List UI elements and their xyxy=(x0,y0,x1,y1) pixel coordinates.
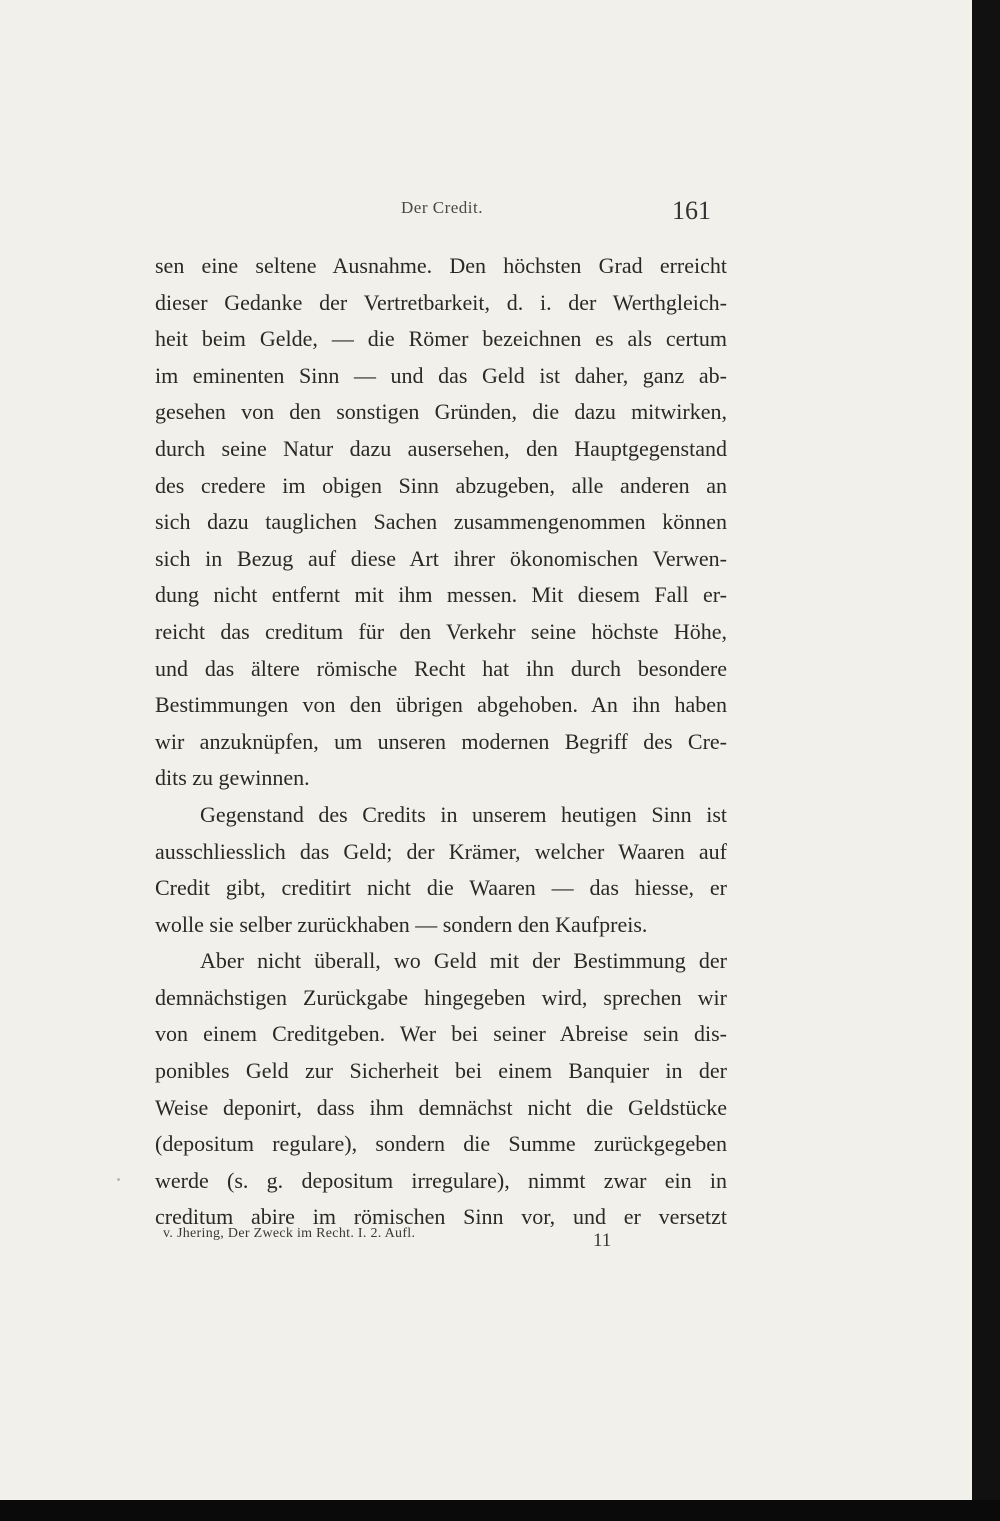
text-line: sich in Bezug auf diese Art ihrer ökonomischen Verwen- xyxy=(155,545,727,571)
text-line: sich dazu tauglichen Sachen zusammengenommen können xyxy=(155,509,727,535)
footer-citation: v. Jhering, Der Zweck im Recht. I. 2. Aufl. xyxy=(163,1226,416,1241)
running-head: Der Credit. xyxy=(401,198,483,217)
scan-border-right xyxy=(972,0,1000,1521)
text-line: von einem Creditgeben. Wer bei seiner Abreise sein dis- xyxy=(155,1021,727,1047)
text-line: heit beim Gelde, — die Römer bezeichnen es als certum xyxy=(155,326,727,352)
text-line: creditum abire im römischen Sinn vor, und er versetzt xyxy=(155,1204,727,1230)
text-line: Aber nicht überall, wo Geld mit der Bestimmung der xyxy=(200,948,727,974)
text-line: Gegenstand des Credits in unserem heutigen Sinn ist xyxy=(200,801,727,827)
text-line: dung nicht entfernt mit ihm messen. Mit diesem Fall er- xyxy=(155,582,727,608)
scan-border-bottom xyxy=(0,1500,1000,1521)
text-line: dits zu gewinnen. xyxy=(155,765,310,791)
printer-signature: 11 xyxy=(593,1230,612,1251)
text-line: wir anzuknüpfen, um unseren modernen Begriff des Cre- xyxy=(155,728,727,754)
text-line: gesehen von den sonstigen Gründen, die dazu mitwirken, xyxy=(155,399,727,425)
text-line: reicht das creditum für den Verkehr seine höchste Höhe, xyxy=(155,618,727,644)
text-line: sen eine seltene Ausnahme. Den höchsten Grad erreicht xyxy=(155,253,727,278)
text-line: Weise deponirt, dass ihm demnächst nicht die Geldstücke xyxy=(155,1094,727,1120)
body-text xyxy=(155,248,727,1236)
text-line: im eminenten Sinn — und das Geld ist daher, ganz ab- xyxy=(155,362,727,388)
paper-speck xyxy=(117,1178,120,1181)
text-line: (depositum regulare), sondern die Summe zurückgegeben xyxy=(155,1131,727,1157)
text-line: wolle sie selber zurückhaben — sondern den Kaufpreis. xyxy=(155,911,648,937)
text-line: demnächstigen Zurückgabe hingegeben wird, sprechen wir xyxy=(155,984,727,1010)
text-line: werde (s. g. depositum irregulare), nimmt zwar ein in xyxy=(155,1167,727,1193)
text-line: ponibles Geld zur Sicherheit bei einem Banquier in der xyxy=(155,1058,727,1084)
text-line: und das ältere römische Recht hat ihn durch besondere xyxy=(155,655,727,681)
text-line: durch seine Natur dazu ausersehen, den Hauptgegenstand xyxy=(155,435,727,461)
text-line: Bestimmungen von den übrigen abgehoben. An ihn haben xyxy=(155,692,727,718)
text-line: ausschliesslich das Geld; der Krämer, welcher Waaren auf xyxy=(155,838,727,864)
text-line: des credere im obigen Sinn abzugeben, alle anderen an xyxy=(155,472,727,498)
text-line: Credit gibt, creditirt nicht die Waaren — das hiesse, er xyxy=(155,875,727,901)
page-number: 161 xyxy=(672,196,711,225)
text-line: dieser Gedanke der Vertretbarkeit, d. i. der Werthgleich- xyxy=(155,289,727,315)
